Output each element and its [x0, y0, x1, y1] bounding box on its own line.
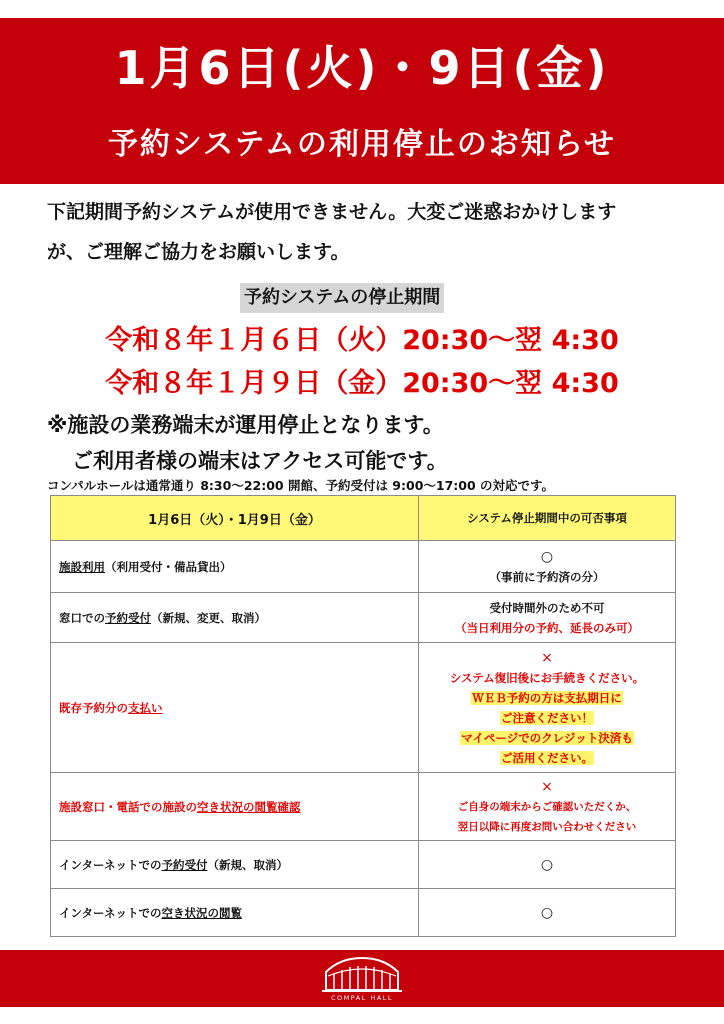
item-prefix: インターネットでの: [59, 905, 162, 920]
notice-line-1: ※施設の業務端末が運用停止となります。: [47, 413, 444, 437]
item-detail: （利用受付・備品貸出）: [105, 559, 232, 574]
row-item: [51, 541, 419, 593]
row-item: [51, 643, 419, 773]
item-underlined: 空き状況の閲覧確認: [197, 799, 301, 814]
status-highlight-1: ＷＥＢ予約の方は支払期日に: [472, 690, 622, 705]
stop-date-1: 令和８年１月６日（火）20:30～翌 4:30: [105, 325, 619, 356]
status-line-2: （当日利用分の予約、延長のみ可）: [455, 620, 639, 635]
table-row: [51, 773, 676, 841]
status-line-1: システム復旧後にお手続きください。: [449, 670, 645, 685]
table-row: [51, 643, 676, 773]
row-status: [419, 841, 676, 889]
table-row: [51, 541, 676, 593]
item-underlined: 支払い: [128, 700, 163, 715]
compal-hall-logo: [318, 954, 406, 1006]
item-prefix: 既存予約分の: [59, 700, 128, 715]
item-detail: （新規、取消）: [207, 857, 288, 872]
header-dates: 1月6日（火）・1月9日（金）: [51, 496, 419, 541]
item-prefix: 施設窓口・電話での施設の: [59, 799, 197, 814]
hours-note: コンパルホールは通常通り 8:30～22:00 開館、予約受付は 9:00～17:00 の対応です。: [47, 478, 555, 493]
page-subtitle: 予約システムの利用停止のお知らせ: [107, 127, 617, 162]
row-item: [51, 593, 419, 643]
period-label: 予約システムの停止期間: [240, 283, 444, 313]
page-title: 1月6日(火)・9日(金): [114, 41, 610, 95]
table-header-row: [51, 496, 676, 541]
intro-text: [47, 192, 677, 272]
available-mark: ○: [540, 856, 554, 873]
hall-building-icon: [318, 954, 406, 994]
item-underlined: 予約受付: [161, 857, 208, 872]
unavailable-mark: ×: [541, 778, 553, 795]
unavailable-mark: ×: [541, 649, 553, 666]
row-item: [51, 773, 419, 841]
row-item: [51, 841, 419, 889]
table-row: [51, 889, 676, 937]
item-prefix: インターネットでの: [59, 857, 162, 872]
item-prefix: 窓口での: [59, 610, 105, 625]
stop-date-2: 令和８年１月９日（金）20:30～翌 4:30: [105, 368, 619, 399]
item-detail: （新規、変更、取消）: [151, 610, 266, 625]
item-underlined: 予約受付: [105, 610, 151, 625]
table-row: [51, 841, 676, 889]
available-mark: ○: [540, 548, 554, 565]
intro-line-1: 下記期間予約システムが使用できません。大変ご迷惑おかけします: [47, 201, 617, 223]
row-item: [51, 889, 419, 937]
item-underlined: 施設利用: [59, 559, 105, 574]
row-status: [419, 889, 676, 937]
status-highlight-3: マイページでのクレジット決済も: [461, 730, 633, 745]
intro-line-2: が、ご理解ご協力をお願いします。: [47, 241, 350, 263]
status-line-2: 翌日以降に再度お問い合わせください: [457, 820, 637, 833]
logo-text: COMPAL HALL: [331, 994, 393, 1002]
row-status: [419, 773, 676, 841]
notice-line-2: ご利用者様の端末はアクセス可能です。: [72, 449, 448, 473]
header-availability: システム停止期間中の可否事項: [419, 496, 676, 541]
header-banner: [0, 18, 724, 184]
row-status: [419, 643, 676, 773]
row-status: [419, 593, 676, 643]
status-highlight-4: ご活用ください。: [501, 750, 593, 765]
status-line-1: ご自身の端末からご確認いただくか、: [457, 800, 637, 813]
status-line-1: 受付時間外のため不可: [489, 600, 605, 615]
status-note: （事前に予約済の分）: [489, 569, 605, 584]
footer-banner: [0, 950, 724, 1007]
item-underlined: 空き状況の閲覧: [161, 905, 242, 920]
availability-table: [50, 495, 676, 937]
table-row: [51, 593, 676, 643]
row-status: [419, 541, 676, 593]
available-mark: ○: [540, 904, 554, 921]
status-highlight-2: ご注意ください！: [501, 710, 593, 725]
